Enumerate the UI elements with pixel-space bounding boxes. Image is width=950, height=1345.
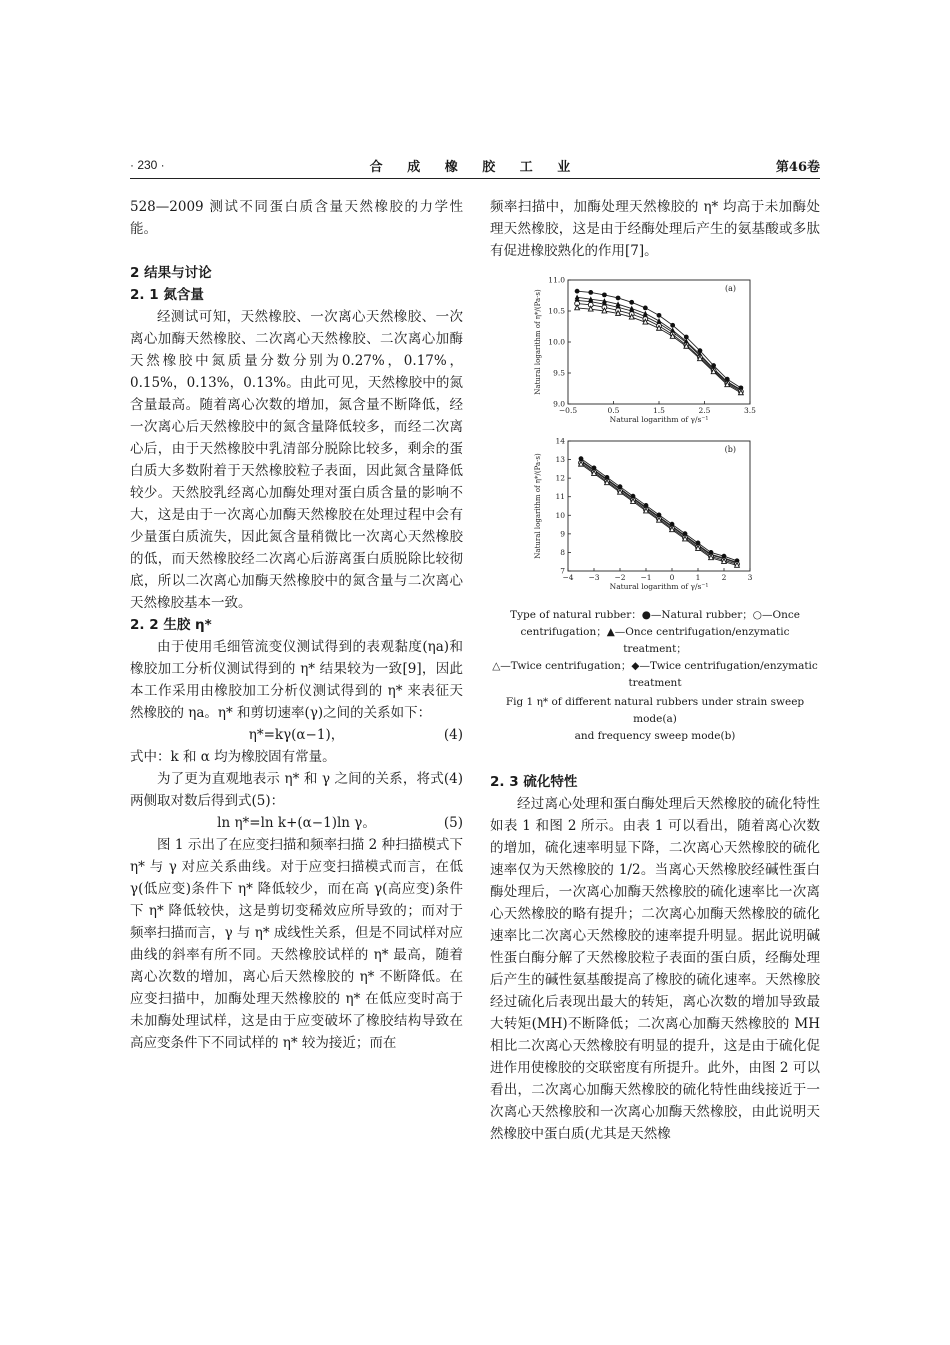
- plot-frame: [568, 441, 750, 571]
- y-tick-label: 11: [555, 492, 565, 502]
- equation-5-number: (5): [443, 815, 463, 831]
- y-tick-label: 9: [560, 529, 565, 539]
- data-point: [616, 296, 621, 301]
- y-tick-label: 13: [555, 455, 565, 465]
- x-tick-label: 1: [695, 573, 701, 582]
- section-2-1-paragraph: 经测试可知，天然橡胶、一次离心天然橡胶、一次离心加酶天然橡胶、二次离心天然橡胶、二次离心加酶天然橡胶中氮质量分数分别为0.27%，0.17%，0.15%，0.13%，0.13%。由此可见，天然橡胶中的氮含量最高。随着离心次数的增加，氮含量不断降低，经一次离心后天然橡胶中的氮含量降低较多，而经二次离心后，由于天然橡胶中乳清部分脱除比较多，剩余的蛋白质大多数附着于天然橡胶粒子表面，因此氮含量降低较少。天然胶乳经离心加酶处理对蛋白质含量的影响不大，这是由于一次离心加酶天然橡胶在处理过程中会有少量蛋白质流失，因此氮含量稍微比一次离心天然橡胶的低，而天然橡胶经二次离心后游离蛋白质脱除比较彻底，所以二次离心加酶天然橡胶中的氮含量与二次离心天然橡胶基本一致。: [130, 309, 463, 611]
- x-tick-label: 0: [669, 573, 675, 582]
- y-tick-label: 10.0: [548, 337, 565, 347]
- equation-4-body: η*=kγ(α−1)，: [248, 727, 345, 743]
- x-tick-label: −0.5: [558, 406, 578, 415]
- y-tick-label: 14: [555, 437, 565, 446]
- panel-label: (a): [724, 284, 736, 293]
- panel-label: (b): [724, 445, 736, 454]
- section-2-3-heading: 2. 3 硫化特性: [490, 774, 578, 790]
- figure-1: [490, 272, 820, 607]
- left-column: [130, 196, 463, 1054]
- figure-caption: [490, 694, 820, 745]
- right-column: [490, 196, 820, 1145]
- section-2-3-paragraph: 经过离心处理和蛋白酶处理后天然橡胶的硫化特性如表 1 和图 2 所示。由表 1 可以看出，随着离心次数的增加，硫化速率明显下降，二次离心天然橡胶的硫化速率仅为天然橡胶的 1/2。当离心天然橡胶经碱性蛋白酶处理后，一次离心加酶天然橡胶的硫化速率比一次离心天然橡胶的略有提升；二次离心加酶天然橡胶的硫化速率比二次离心天然橡胶的速率提升明显。据此说明碱性蛋白酶分解了天然橡胶粒子表面的蛋白质，经酶处理后产生的碱性氨基酸提高了橡胶的硫化速率。天然橡胶经过硫化后表现出最大的转矩，离心次数的增加导致最大转矩(MH)不断降低；二次离心加酶天然橡胶的 MH 相比二次离心天然橡胶有明显的提升，这是由于硫化促进作用使橡胶的交联密度有所提升。此外，由图 2 可以看出，二次离心加酶天然橡胶的硫化特性曲线接近于一次离心天然橡胶和一次离心加酶天然橡胶，由此说明天然橡胶中蛋白质(尤其是天然橡: [490, 796, 820, 1142]
- y-tick-label: 8: [560, 547, 565, 557]
- x-axis-label: Natural logarithm of γ/s⁻¹: [609, 582, 709, 591]
- x-tick-label: −3: [588, 573, 600, 582]
- data-point: [602, 292, 607, 297]
- equation-5-body: ln η*=ln k+(α−1)ln γ。: [217, 815, 376, 831]
- legend-line: Type of natural rubber：●—Natural rubber；○—Once: [510, 609, 800, 621]
- section-2-2-paragraph-1: 由于使用毛细管流变仪测试得到的表观黏度(ηa)和橡胶加工分析仪测试得到的 η* 结果较为一致[9]，因此本工作采用由橡胶加工分析仪测试得到的 η* 来表征天然橡胶的 ηa。η* 和剪切速率(γ)之间的关系如下：: [130, 639, 463, 721]
- caption-line: and frequency sweep mode(b): [574, 730, 736, 742]
- caption-line: Fig 1 η* of different natural rubbers under strain sweep mode(a): [505, 696, 805, 725]
- y-tick-label: 10.5: [548, 306, 565, 316]
- plot-frame: [568, 280, 750, 404]
- x-tick-label: −4: [562, 573, 574, 582]
- x-axis-label: Natural logarithm of γ/s⁻¹: [609, 415, 709, 424]
- y-tick-label: 10: [555, 510, 565, 520]
- y-tick-label: 12: [555, 473, 565, 483]
- data-point: [575, 289, 580, 294]
- x-tick-label: −2: [614, 573, 626, 582]
- journal-title: 合 成 橡 胶 工 业: [369, 160, 581, 175]
- legend-line: treatment: [628, 677, 682, 689]
- section-2-heading: 2 结果与讨论: [130, 265, 212, 281]
- legend-line: centrifugation；▲—Once centrifugation/enzymatic treatment；: [520, 626, 790, 655]
- x-tick-label: 2: [721, 573, 727, 582]
- data-point: [588, 290, 593, 295]
- series-line: [581, 461, 737, 563]
- volume-label: 第46卷: [775, 160, 820, 175]
- x-tick-label: 3.5: [744, 406, 756, 415]
- data-point: [657, 313, 662, 318]
- section-2-2-heading: 2. 2 生胶 η*: [130, 617, 212, 633]
- x-tick-label: 2.5: [698, 406, 711, 415]
- section-2-2-paragraph-2: 式中：k 和 α 均为橡胶固有常量。: [130, 749, 336, 765]
- x-tick-label: 3: [747, 573, 753, 582]
- y-axis-label: Natural logarithm of η*/(Pa·s): [534, 453, 542, 559]
- y-tick-label: 7: [560, 566, 565, 576]
- series-line: [577, 297, 741, 389]
- section-2-1-heading: 2. 1 氮含量: [130, 287, 204, 303]
- data-point: [670, 323, 675, 328]
- y-tick-label: 9.5: [553, 368, 565, 378]
- intro-paragraph: 528—2009 测试不同蛋白质含量天然橡胶的力学性能。: [130, 199, 463, 237]
- legend-line: △—Twice centrifugation；◆—Twice centrifugation/enzymatic: [492, 660, 818, 672]
- section-2-2-paragraph-3: 为了更为直观地表示 η* 和 γ 之间的关系，将式(4)两侧取对数后得到式(5)：: [130, 771, 463, 809]
- continued-paragraph: 频率扫描中，加酶处理天然橡胶的 η* 均高于未加酶处理天然橡胶，这是由于经酶处理后产生的氨基酸或多肽有促进橡胶熟化的作用[7]。: [490, 199, 820, 259]
- chart-b: [490, 437, 820, 607]
- section-2-2-paragraph-4: 图 1 示出了在应变扫描和频率扫描 2 种扫描模式下 η* 与 γ 对应关系曲线。对于应变扫描模式而言，在低 γ(低应变)条件下 η* 降低较少，而在高 γ(高应变)条件下 η* 降低较快，这是剪切变稀效应所导致的；而对于频率扫描而言，γ 与 η* 成线性关系，但是不同试样对应曲线的斜率有所不同。天然橡胶试样的 η* 最高，随着离心次数的增加，离心后天然橡胶的 η* 不断降低。在应变扫描中，加酶处理天然橡胶的 η* 在低应变时高于未加酶处理试样，这是由于应变破坏了橡胶结构导致在高应变条件下不同试样的 η* 较为接近；而在: [130, 837, 463, 1051]
- series-line: [581, 459, 737, 561]
- running-header: [130, 156, 820, 179]
- equation-5: [130, 812, 463, 834]
- y-axis-label: Natural logarithm of η*/(Pa·s): [534, 289, 542, 395]
- data-point: [643, 306, 648, 311]
- chart-a: [490, 272, 820, 437]
- equation-4-number: (4): [443, 727, 463, 743]
- y-tick-label: 11.0: [548, 275, 565, 285]
- y-tick-label: 9.0: [553, 399, 565, 409]
- page-number: · 230 ·: [130, 158, 165, 172]
- data-point: [629, 300, 634, 305]
- x-tick-label: 1.5: [653, 406, 665, 415]
- x-tick-label: 0.5: [607, 406, 620, 415]
- equation-4: [130, 724, 463, 746]
- figure-legend: [490, 607, 820, 692]
- x-tick-label: −1: [640, 573, 652, 582]
